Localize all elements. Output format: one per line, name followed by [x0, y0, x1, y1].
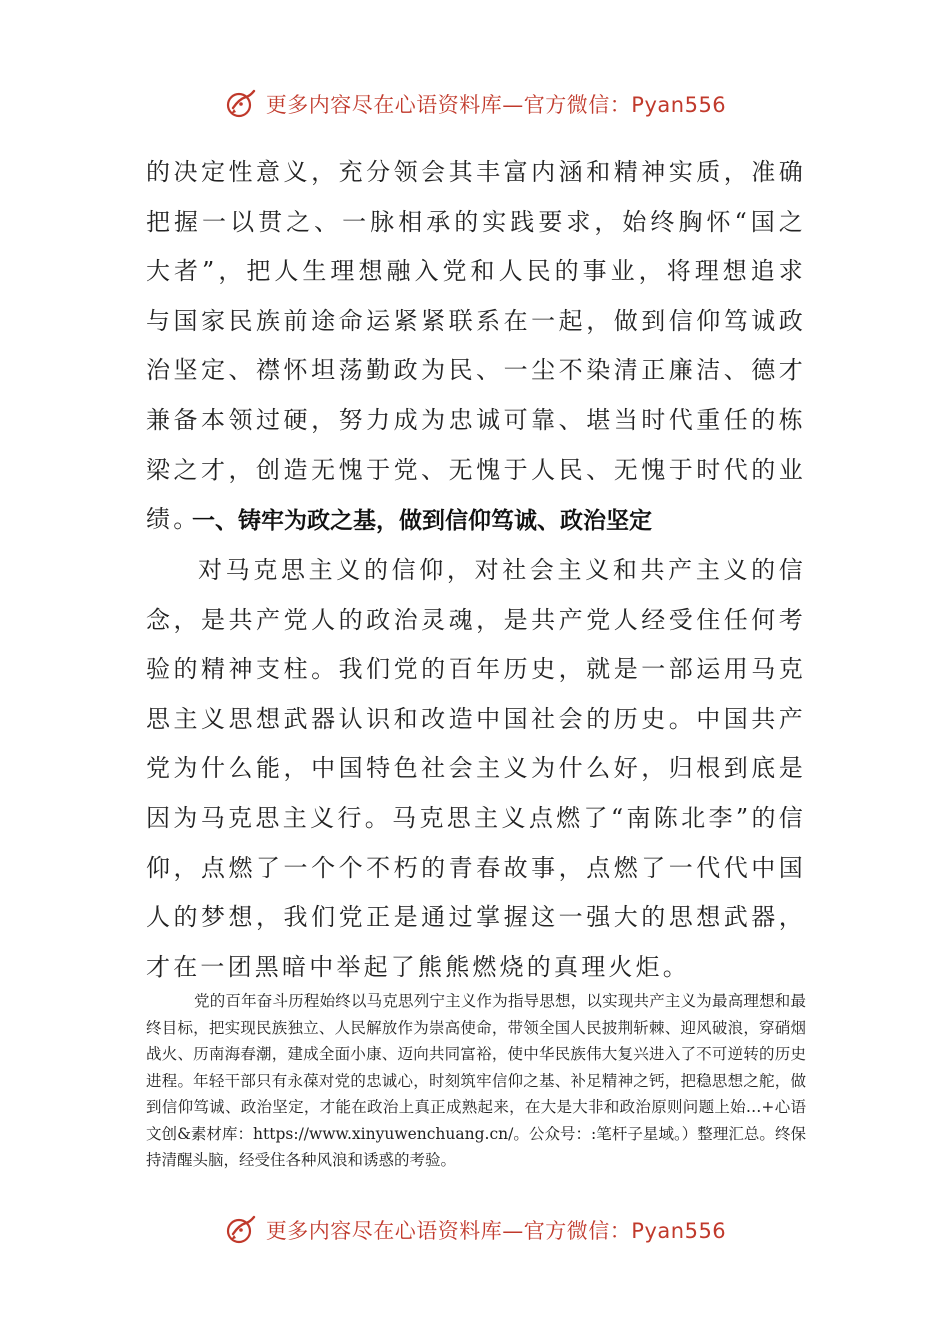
- watermark-text: 更多内容尽在心语资料库—官方微信：Pyan556: [265, 1219, 727, 1243]
- watermark-footer: [0, 1210, 950, 1250]
- section-heading: 一、铸牢为政之基，做到信仰笃诚、政治坚定: [192, 508, 652, 534]
- pen-nib-logo-icon: [224, 1213, 258, 1247]
- watermark-text: 更多内容尽在心语资料库—官方微信：Pyan556: [265, 93, 727, 117]
- small-paragraph: 党的百年奋斗历程始终以马克思列宁主义作为指导思想，以实现共产主义为最高理想和最终目标，把实现民族独立、人民解放作为崇高使命，带领全国人民披荆斩棘、迎风破浪，穿硝烟战火、历南海春潮，建成全面小康、迈向共同富裕，使中华民族伟大复兴进入了不可逆转的历史进程。年轻干部只有永葆对党的忠诚心，时刻筑牢信仰之基、补足精神之钙，把稳思想之舵，做到信仰笃诚、政治坚定，才能在政治上真正成熟起来，在大是大非和政治原则问题上始…+心语文创&素材库：https://www.xinyuwenchuang.cn/。公众号：:笔杆子星域。）整理汇总。终保持清醒头脑，经受住各种风浪和诱惑的考验。: [146, 992, 806, 1169]
- watermark-header: [0, 84, 950, 124]
- pen-nib-logo-icon: [224, 87, 258, 121]
- paragraph-1: 的决定性意义，充分领会其丰富内涵和精神实质，准确把握一以贯之、一脉相承的实践要求，始终胸怀“国之大者”，把人生理想融入党和人民的事业，将理想追求与国家民族前途命运紧紧联系在一起，做到信仰笃诚政治坚定、襟怀坦荡勤政为民、一尘不染清正廉洁、德才兼备本领过硬，努力成为忠诚可靠、堪当时代重任的栋梁之才，创造无愧于党、无愧于人民、无愧于时代的业绩。: [146, 158, 806, 534]
- paragraph-2: 对马克思主义的信仰，对社会主义和共产主义的信念，是共产党人的政治灵魂，是共产党人经受住任何考验的精神支柱。我们党的百年历史，就是一部运用马克思主义思想武器认识和改造中国社会的历史。中国共产党为什么能，中国特色社会主义为什么好，归根到底是因为马克思主义行。马克思主义点燃了“南陈北李”的信仰，点燃了一个个不朽的青春故事，点燃了一代代中国人的梦想，我们党正是通过掌握这一强大的思想武器，才在一团黑暗中举起了熊熊燃烧的真理火炬。: [146, 556, 806, 981]
